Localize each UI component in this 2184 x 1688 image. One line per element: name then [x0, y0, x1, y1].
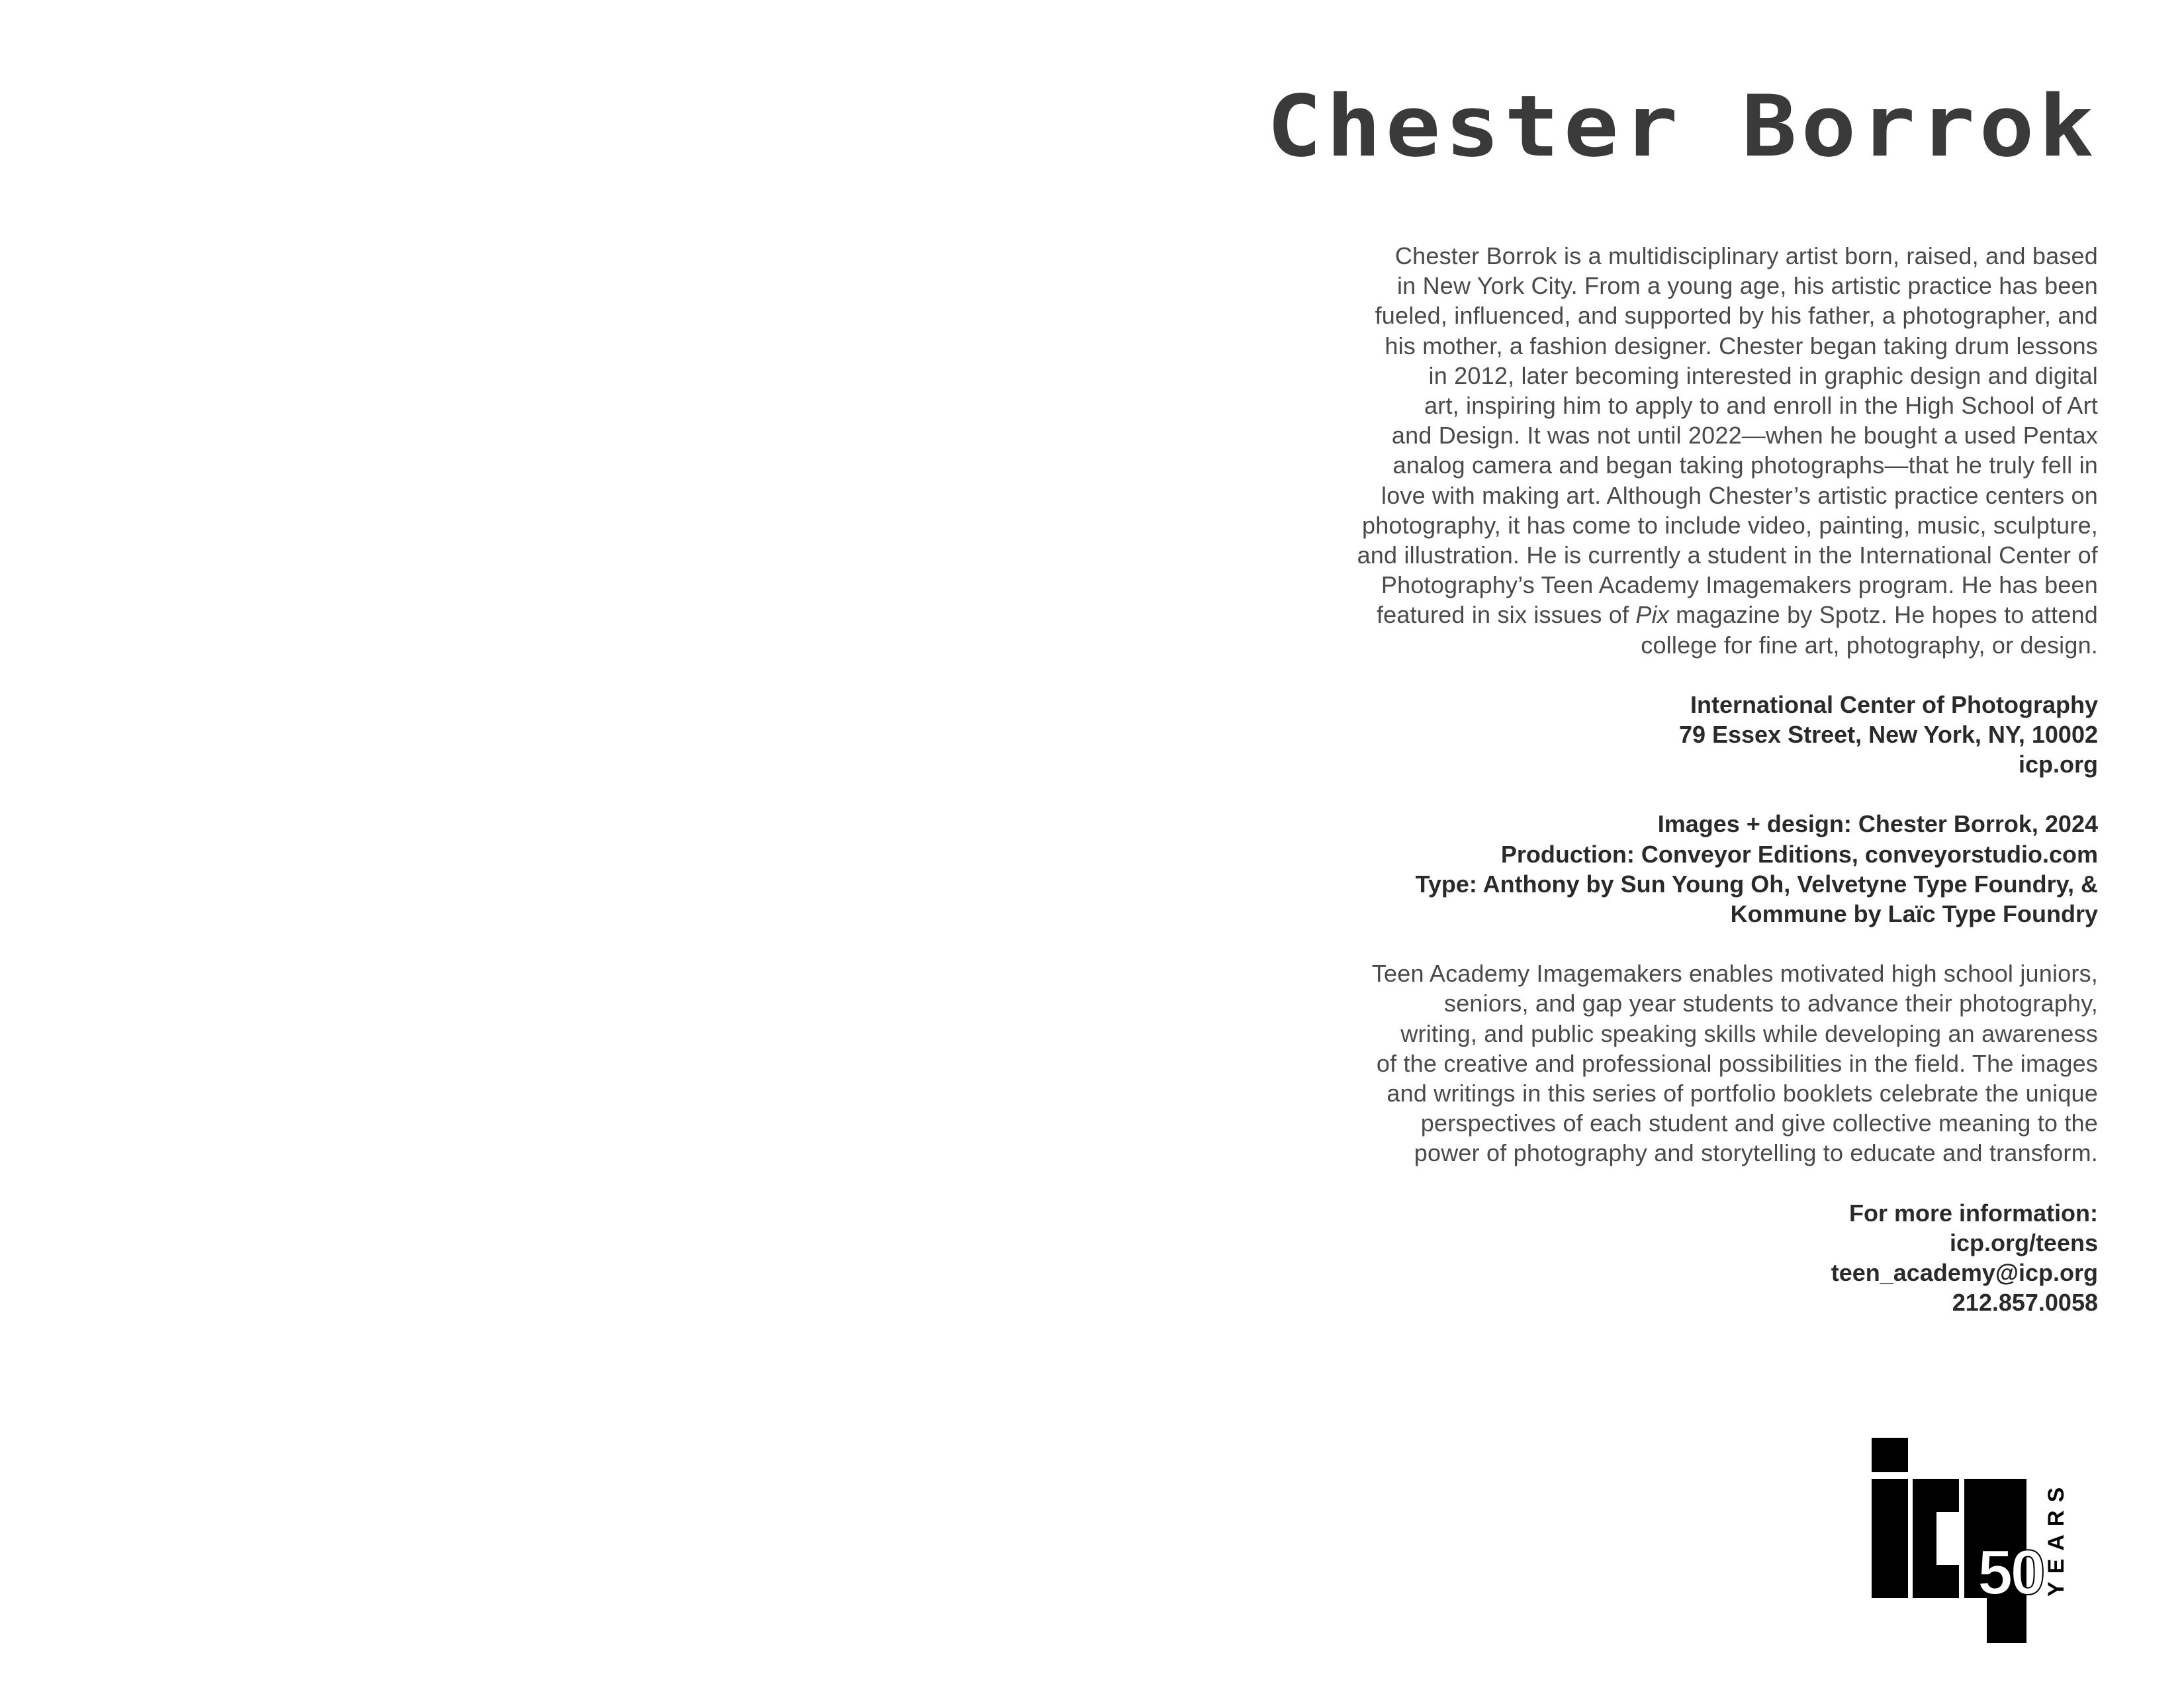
street-address: 79 Essex Street, New York, NY, 10002	[1678, 721, 2098, 749]
bio-line: and illustration. He is currently a student in the International Center of	[1357, 541, 2098, 569]
bio-line	[1211, 600, 2098, 630]
logo-years-label: YEARS	[2044, 1479, 2069, 1597]
blurb-line: writing, and public speaking skills while developing an awareness	[1400, 1019, 2098, 1047]
credit-type: Type: Anthony by Sun Young Oh, Velvetyne Type Foundry, &	[1415, 870, 2098, 898]
spacer	[1211, 929, 2098, 959]
bio-line: in New York City. From a young age, his artistic practice has been	[1396, 272, 2098, 300]
logo-c-notch	[1936, 1512, 1959, 1565]
bio-line: love with making art. Although Chester’s artistic practice centers on	[1381, 481, 2098, 509]
icp-50-years-logo-graphic	[1872, 1438, 2103, 1643]
contact-phone: 212.857.0058	[1952, 1289, 2098, 1317]
bio-line: photography, it has come to include video, painting, music, sculpture,	[1362, 511, 2098, 539]
bio-line: in 2012, later becoming interested in graphic design and digital	[1428, 361, 2098, 389]
icp-50-years-logo	[1872, 1438, 2103, 1643]
bio-line: fueled, influenced, and supported by his father, a photographer, and	[1375, 302, 2098, 330]
institution-name: International Center of Photography	[1690, 690, 2098, 718]
blurb-line: seniors, and gap year students to advance their photography,	[1444, 990, 2098, 1017]
spacer	[1211, 660, 2098, 690]
bio-line: Chester Borrok is a multidisciplinary artist born, raised, and based	[1394, 242, 2098, 269]
artist-bio	[1211, 241, 2098, 660]
contact-heading: For more information:	[1849, 1199, 2098, 1227]
credits	[1211, 809, 2098, 929]
contact-info	[1211, 1198, 2098, 1318]
credit-type-continued: Kommune by Laïc Type Foundry	[1730, 900, 2098, 928]
program-description	[1211, 959, 2098, 1168]
blurb-line: Teen Academy Imagemakers enables motivated high school juniors,	[1371, 960, 2098, 988]
bio-line: college for fine art, photography, or design.	[1641, 631, 2098, 659]
logo-i-stem	[1872, 1479, 1908, 1598]
contact-email: teen_academy@icp.org	[1831, 1259, 2098, 1287]
blurb-line: perspectives of each student and give collective meaning to the	[1420, 1109, 2098, 1137]
credit-production: Production: Conveyor Editions, conveyorstudio.com	[1500, 840, 2098, 868]
institution-website: icp.org	[2018, 751, 2098, 778]
bio-line: Photography’s Teen Academy Imagemakers program. He has been	[1381, 571, 2098, 599]
bio-line: and Design. It was not until 2022—when he bought a used Pentax	[1391, 422, 2098, 449]
spacer	[1211, 1168, 2098, 1198]
logo-i-dot	[1872, 1438, 1908, 1472]
bio-line: analog camera and began taking photographs—that he truly fell in	[1392, 451, 2098, 479]
bio-text: featured in six issues of	[1376, 601, 1636, 629]
credit-images: Images + design: Chester Borrok, 2024	[1657, 810, 2098, 838]
blurb-line: power of photography and storytelling to educate and transform.	[1414, 1139, 2098, 1167]
contact-website: icp.org/teens	[1949, 1229, 2098, 1256]
blurb-line: and writings in this series of portfolio booklets celebrate the unique	[1387, 1080, 2098, 1107]
artist-name-title: Chester Borrok	[1267, 77, 2098, 176]
blurb-line: of the creative and professional possibilities in the field. The images	[1376, 1049, 2098, 1077]
logo-50-numeral: 50	[1978, 1537, 2043, 1608]
bio-line: his mother, a fashion designer. Chester began taking drum lessons	[1385, 332, 2098, 359]
spacer	[1211, 779, 2098, 809]
bio-text: magazine by Spotz. He hopes to attend	[1668, 601, 2098, 629]
institution-address	[1211, 690, 2098, 780]
magazine-title: Pix	[1635, 601, 1669, 629]
text-column	[1211, 241, 2098, 1318]
bio-line: art, inspiring him to apply to and enroll in the High School of Art	[1424, 392, 2098, 420]
